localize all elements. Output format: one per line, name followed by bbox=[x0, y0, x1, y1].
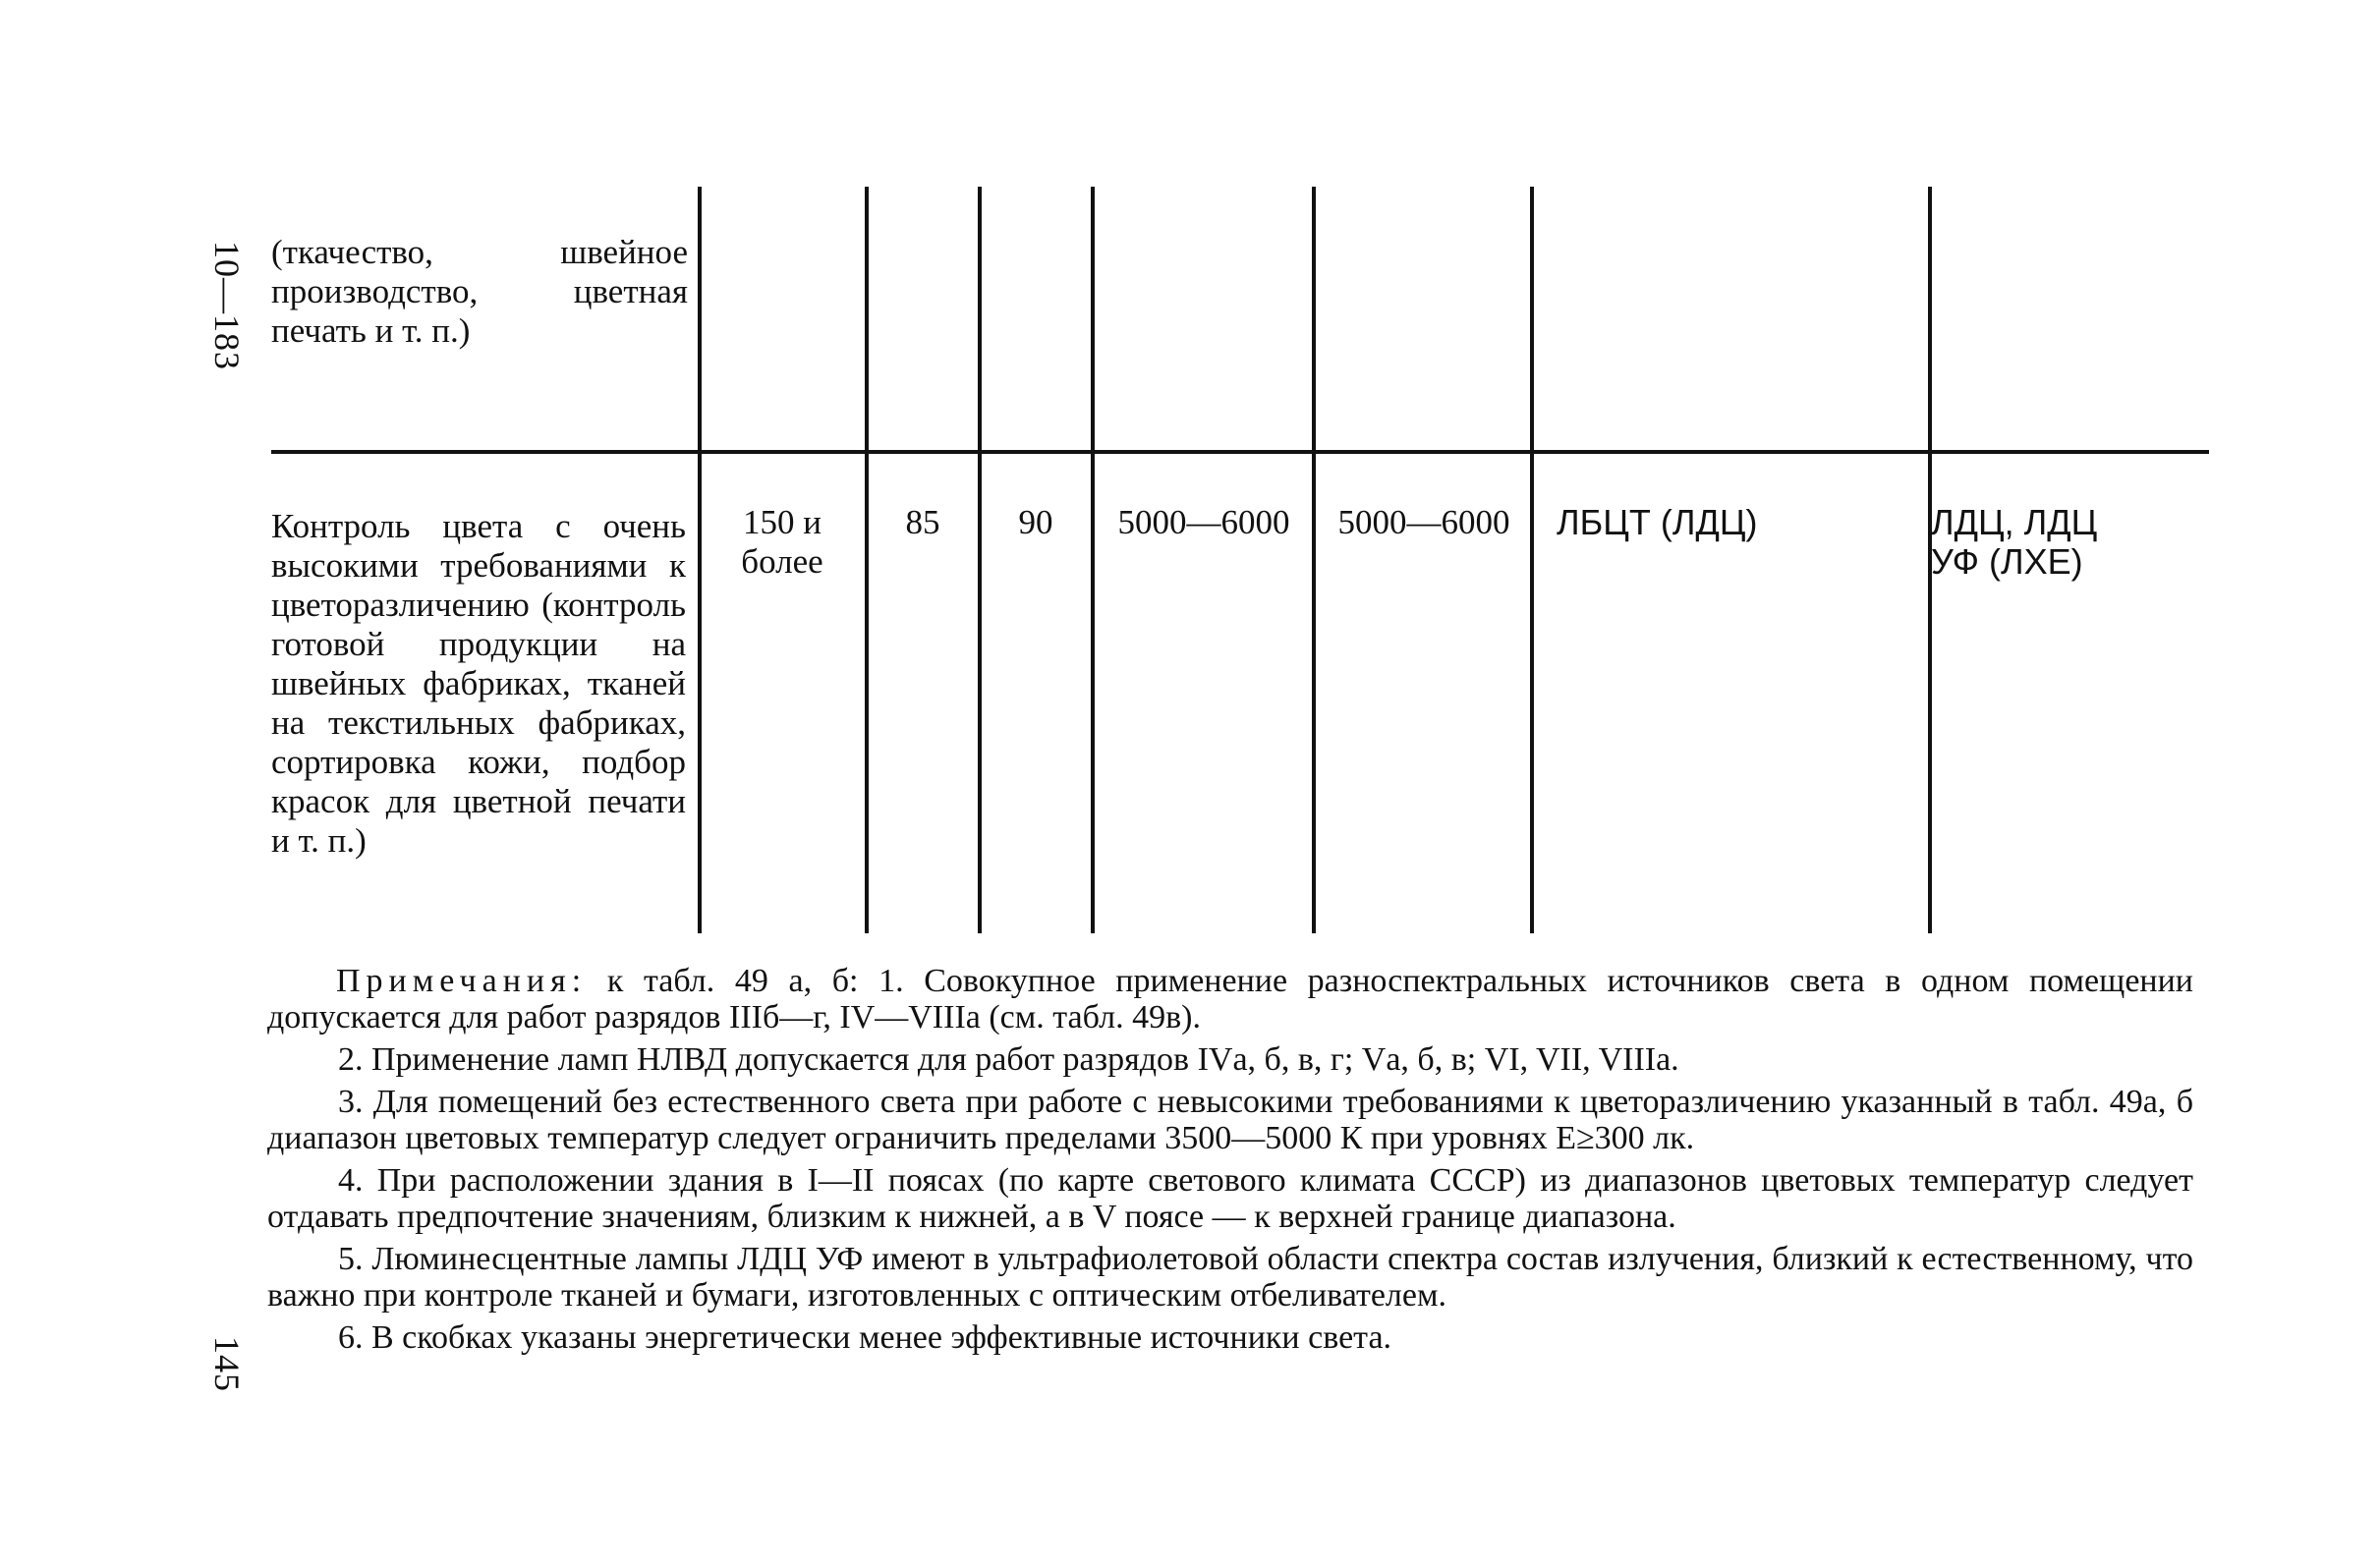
top-row-description: (ткачество, швейное производство, цветная печать и т. п.) bbox=[271, 233, 688, 350]
note-3: 3. Для помещений без естественного света при работе с невысокими требованиями к цветоразличению указанный в табл. 49а, б диапазон цветовых температур следует ограничить пределами 3500—5000 К при уровнях Е≥300 лк. bbox=[267, 1084, 2193, 1156]
cell-col-7: ЛДЦ, ЛДЦ УФ (ЛХЕ) bbox=[1931, 502, 2098, 582]
col-rule-5-top bbox=[1312, 187, 1316, 452]
note-2: 2. Применение ламп НЛВД допускается для работ разрядов IVа, б, в, г; Vа, б, в; VI, VII, VIIIа. bbox=[338, 1041, 1679, 1078]
cell-col-3: 90 bbox=[1018, 503, 1053, 541]
cell-col-6: ЛБЦТ (ЛДЦ) bbox=[1557, 502, 1758, 542]
col-rule-1-bottom bbox=[698, 452, 702, 933]
col-rule-3-top bbox=[978, 187, 982, 452]
cell-col-2: 85 bbox=[905, 503, 940, 541]
note-1-text: к табл. 49 а, б: 1. Совокупное применение разноспектральных источников света в одном помещении допускается для работ разрядов IIIб—г, IV—VIIIа (см. табл. 49в). bbox=[267, 963, 2194, 1035]
col-rule-1-top bbox=[698, 187, 702, 452]
note-6: 6. В скобках указаны энергетически менее эффективные источники света. bbox=[338, 1319, 1392, 1356]
note-1 bbox=[267, 963, 2193, 1035]
col-rule-6-top bbox=[1530, 187, 1534, 452]
col-rule-4-top bbox=[1091, 187, 1095, 452]
notes-section bbox=[267, 963, 2193, 1362]
bottom-page-number: 145 bbox=[207, 1336, 247, 1392]
cell-col-4: 5000—6000 bbox=[1117, 503, 1290, 541]
cell-col-5: 5000—6000 bbox=[1337, 503, 1510, 541]
cell-illuminance: 150 и более bbox=[741, 503, 823, 581]
notes-heading: Примечания: bbox=[336, 963, 588, 999]
note-5: 5. Люминесцентные лампы ЛДЦ УФ имеют в ультрафиолетовой области спектра состав излучения, близкий к естественному, что важно при контроле тканей и бумаги, изготовленных с оптическим отбеливателем. bbox=[267, 1241, 2193, 1314]
row-separator bbox=[271, 450, 2209, 454]
note-4: 4. При расположении здания в I—II поясах (по карте светового климата СССР) из диапазонов цветовых температур следует отдавать предпочтение значениям, близким к нижней, а в V поясе — к верхней границе диапазона. bbox=[267, 1162, 2193, 1235]
top-page-number: 10—183 bbox=[207, 241, 247, 370]
col-rule-2-top bbox=[865, 187, 869, 452]
col-rule-7-top bbox=[1928, 187, 1932, 452]
main-row-description: Контроль цвета с очень высокими требованиями к цветоразличению (контроль готовой продукции на швейных фабриках, тканей на текстильных фабриках, сортировка кожи, подбор красок для цветной печати и т. п.) bbox=[271, 507, 686, 860]
